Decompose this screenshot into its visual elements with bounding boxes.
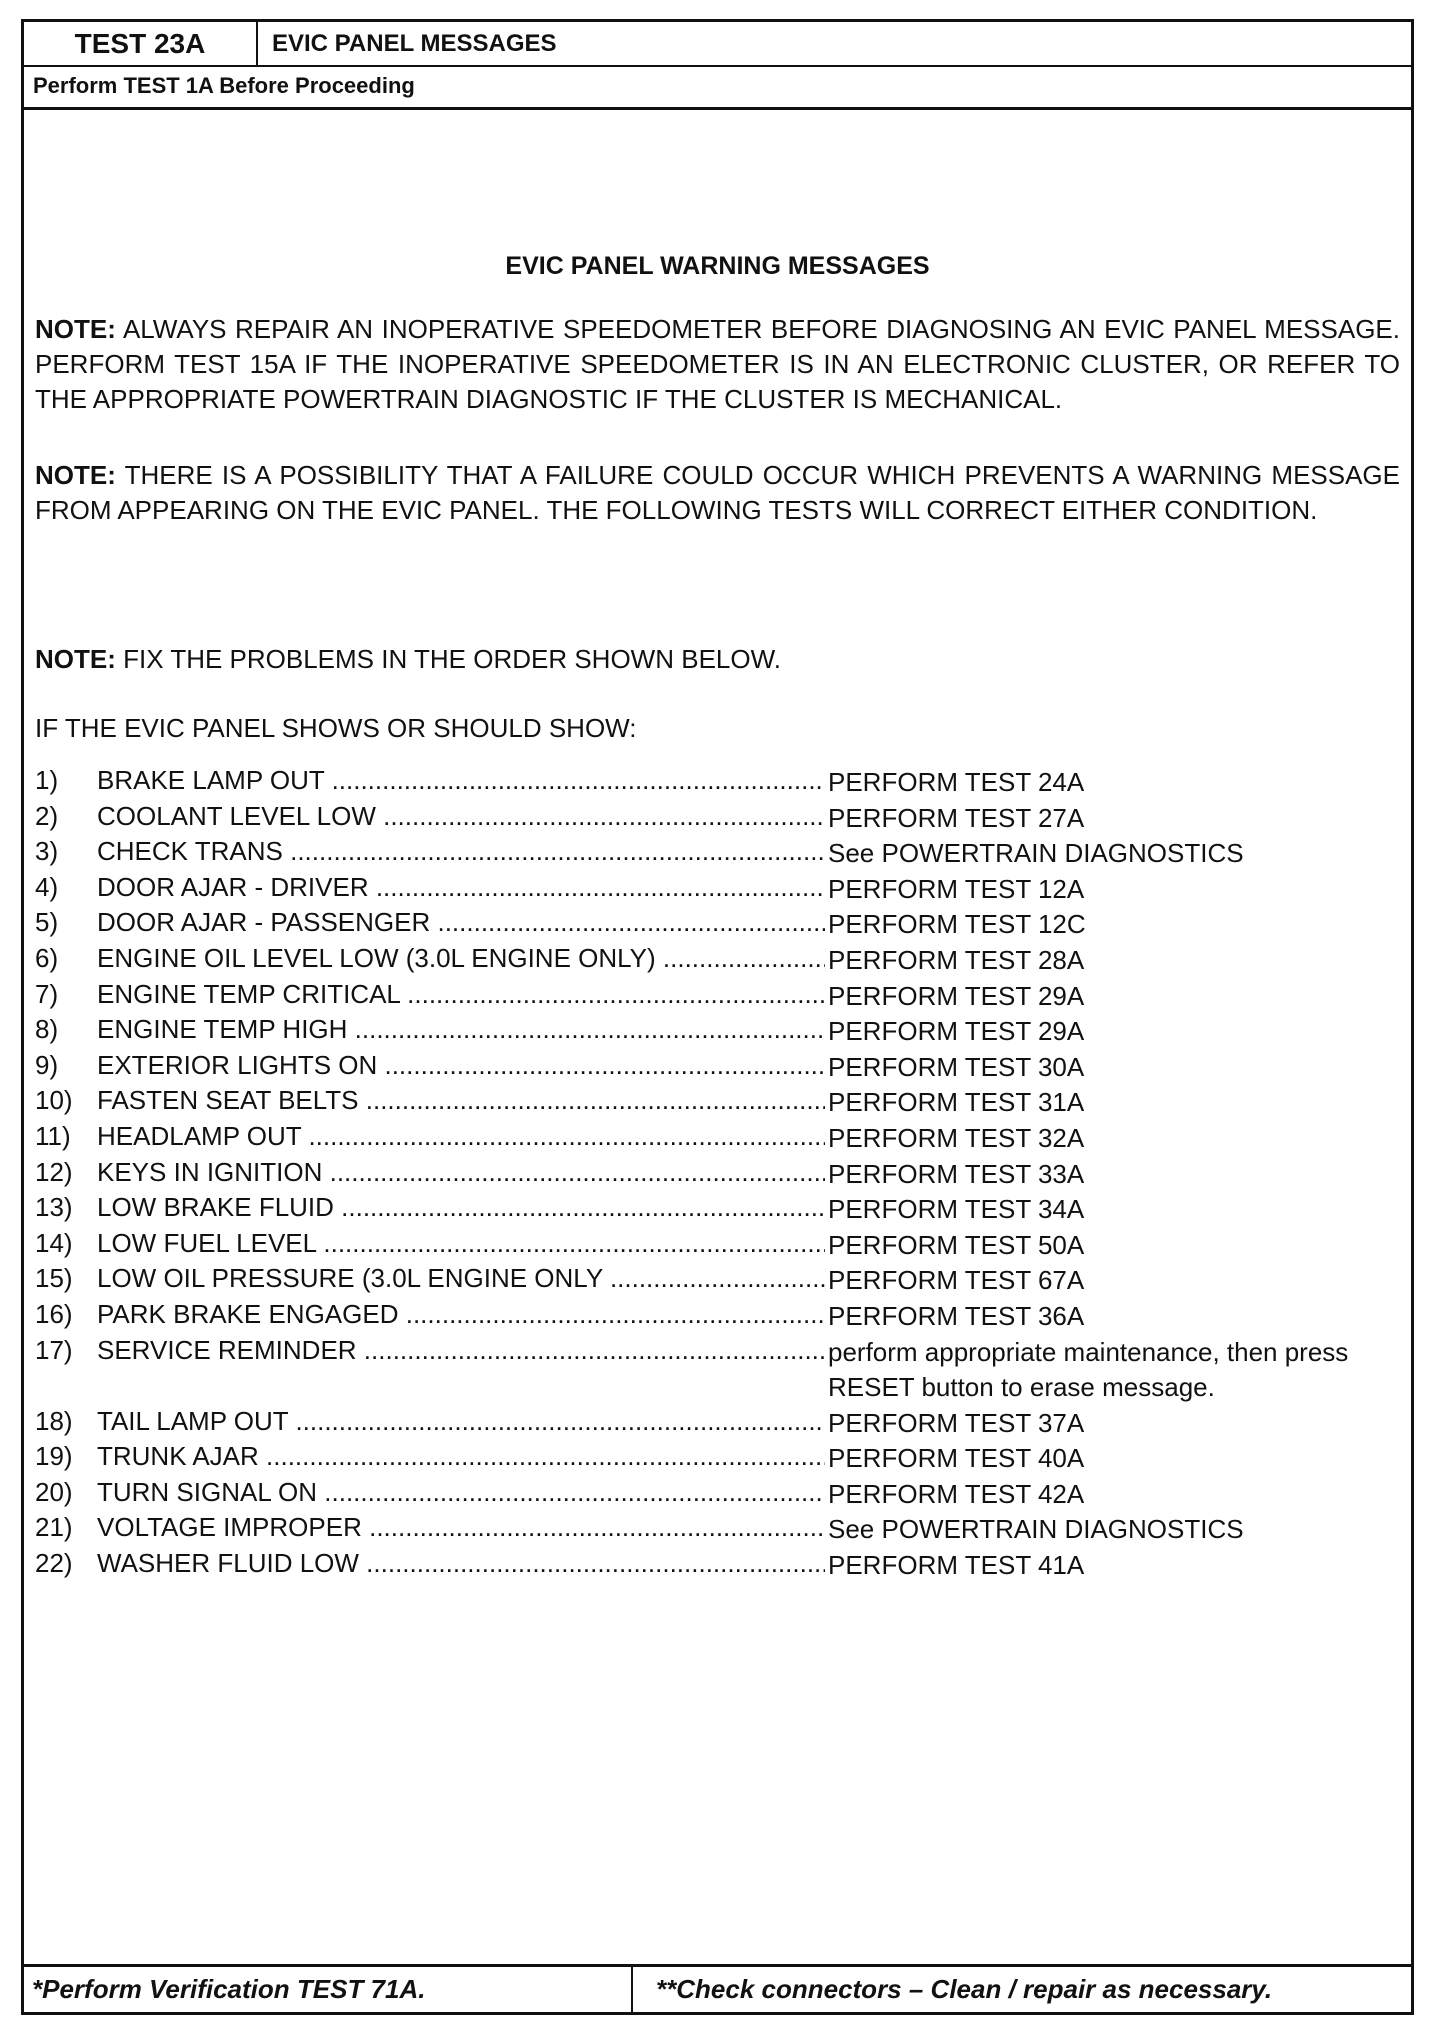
item-action: PERFORM TEST 36A — [828, 1299, 1400, 1335]
list-item — [35, 1512, 1400, 1548]
note-2 — [35, 458, 1400, 528]
item-action: PERFORM TEST 30A — [828, 1050, 1400, 1086]
list-item — [35, 1335, 1400, 1406]
footer-verification-note: *Perform Verification TEST 71A. — [24, 1967, 633, 2012]
note-text: ALWAYS REPAIR AN INOPERATIVE SPEEDOMETER BEFORE DIAGNOSING AN EVIC PANEL MESSAGE. PERFORM TEST 15A IF THE INOPERATIVE SPEEDOMETER IS IN AN ELECTRONIC CLUSTER, OR REFER TO THE APPROPRIATE POWERTRAIN DIAGNOSTIC IF THE CLUSTER IS MECHANICAL. — [35, 314, 1400, 414]
list-item — [35, 836, 1400, 872]
item-number: 14) — [35, 1227, 73, 1258]
note-text: THERE IS A POSSIBILITY THAT A FAILURE COULD OCCUR WHICH PREVENTS A WARNING MESSAGE FROM APPEARING ON THE EVIC PANEL. THE FOLLOWING TESTS WILL CORRECT EITHER CONDITION. — [35, 460, 1400, 525]
item-action: PERFORM TEST 41A — [828, 1548, 1400, 1584]
item-action: perform appropriate maintenance, then press RESET button to erase message. — [828, 1335, 1400, 1406]
list-item — [35, 979, 1400, 1015]
list-item — [35, 943, 1400, 979]
item-number: 13) — [35, 1192, 73, 1223]
list-item — [35, 1263, 1400, 1299]
list-item — [35, 801, 1400, 837]
item-number: 11) — [35, 1120, 71, 1151]
section-title: EVIC PANEL WARNING MESSAGES — [505, 252, 930, 280]
item-action: PERFORM TEST 12A — [828, 872, 1400, 908]
item-action: See POWERTRAIN DIAGNOSTICS — [828, 836, 1400, 872]
item-action: PERFORM TEST 33A — [828, 1157, 1400, 1193]
item-message: TRUNK AJAR ..... — [97, 1441, 825, 1472]
item-number: 19) — [35, 1441, 73, 1472]
item-action: PERFORM TEST 50A — [828, 1228, 1400, 1264]
item-action: PERFORM TEST 40A — [828, 1441, 1400, 1477]
list-lead-in: IF THE EVIC PANEL SHOWS OR SHOULD SHOW: — [35, 713, 637, 743]
item-message: BRAKE LAMP OUT ..... — [97, 765, 825, 796]
item-action: PERFORM TEST 34A — [828, 1192, 1400, 1228]
item-message: COOLANT LEVEL LOW ..... — [97, 801, 825, 832]
list-item — [35, 1548, 1400, 1584]
item-number: 5) — [35, 907, 59, 938]
note-label: NOTE: — [35, 644, 116, 674]
item-message: ENGINE OIL LEVEL LOW (3.0L ENGINE ONLY) ..... — [97, 943, 825, 974]
item-message: DOOR AJAR - DRIVER ..... — [97, 872, 825, 903]
list-item — [35, 1050, 1400, 1086]
note-3 — [35, 642, 1400, 677]
footer-connector-note: **Check connectors – Clean / repair as necessary. — [656, 1974, 1273, 2004]
test-page-frame — [21, 19, 1414, 2015]
item-number: 12) — [35, 1156, 73, 1187]
item-number: 10) — [35, 1085, 73, 1116]
item-message: TURN SIGNAL ON ..... — [97, 1477, 825, 1508]
item-message: FASTEN SEAT BELTS ..... — [97, 1085, 825, 1116]
item-number: 17) — [35, 1334, 73, 1365]
item-number: 2) — [35, 800, 59, 831]
list-item — [35, 1157, 1400, 1193]
list-item — [35, 1121, 1400, 1157]
list-item — [35, 1441, 1400, 1477]
item-number: 20) — [35, 1476, 73, 1507]
item-message: DOOR AJAR - PASSENGER ..... — [97, 907, 825, 938]
item-action: PERFORM TEST 27A — [828, 801, 1400, 837]
item-message: LOW OIL PRESSURE (3.0L ENGINE ONLY ..... — [97, 1263, 825, 1294]
note-label: NOTE: — [35, 460, 116, 490]
item-action: PERFORM TEST 37A — [828, 1406, 1400, 1442]
item-action: PERFORM TEST 32A — [828, 1121, 1400, 1157]
item-number: 1) — [35, 765, 59, 795]
item-action: PERFORM TEST 24A — [828, 765, 1400, 801]
item-number: 21) — [35, 1512, 73, 1543]
header-bar — [24, 22, 1411, 67]
page-title: EVIC PANEL MESSAGES — [272, 30, 557, 57]
item-action: PERFORM TEST 28A — [828, 943, 1400, 979]
note-1 — [35, 312, 1400, 417]
message-list — [35, 765, 1400, 1583]
item-number: 16) — [35, 1298, 73, 1329]
item-action: PERFORM TEST 31A — [828, 1085, 1400, 1121]
item-action: PERFORM TEST 42A — [828, 1477, 1400, 1513]
item-message: VOLTAGE IMPROPER ..... — [97, 1512, 825, 1543]
list-item — [35, 1477, 1400, 1513]
item-action: PERFORM TEST 67A — [828, 1263, 1400, 1299]
list-item — [35, 1192, 1400, 1228]
prerequisite-line: Perform TEST 1A Before Proceeding — [24, 67, 1411, 110]
note-label: NOTE: — [35, 314, 116, 344]
list-item — [35, 1299, 1400, 1335]
item-number: 4) — [35, 871, 59, 902]
list-item — [35, 1406, 1400, 1442]
item-message: ENGINE TEMP CRITICAL ..... — [97, 979, 825, 1010]
item-action: PERFORM TEST 12C — [828, 907, 1400, 943]
item-number: 22) — [35, 1547, 73, 1578]
item-message: PARK BRAKE ENGAGED ..... — [97, 1299, 825, 1330]
note-text: FIX THE PROBLEMS IN THE ORDER SHOWN BELOW. — [115, 644, 781, 674]
item-number: 3) — [35, 836, 59, 867]
item-number: 7) — [35, 978, 59, 1009]
item-number: 9) — [35, 1049, 59, 1080]
footer-bar — [24, 1964, 1411, 2012]
item-message: LOW FUEL LEVEL ..... — [97, 1228, 825, 1259]
list-item — [35, 1228, 1400, 1264]
test-id: TEST 23A — [24, 22, 258, 65]
item-message: SERVICE REMINDER ..... — [97, 1335, 825, 1366]
list-item — [35, 1085, 1400, 1121]
item-message: TAIL LAMP OUT ..... — [97, 1406, 825, 1437]
list-item — [35, 765, 1400, 801]
item-message: CHECK TRANS ..... — [97, 836, 825, 867]
item-message: HEADLAMP OUT ..... — [97, 1121, 825, 1152]
item-message: LOW BRAKE FLUID ..... — [97, 1192, 825, 1223]
list-item — [35, 907, 1400, 943]
item-action: PERFORM TEST 29A — [828, 979, 1400, 1015]
item-number: 18) — [35, 1405, 73, 1436]
item-message: WASHER FLUID LOW ..... — [97, 1548, 825, 1579]
item-message: EXTERIOR LIGHTS ON ..... — [97, 1050, 825, 1081]
item-action: See POWERTRAIN DIAGNOSTICS — [828, 1512, 1400, 1548]
item-message: ENGINE TEMP HIGH ..... — [97, 1014, 825, 1045]
item-number: 6) — [35, 942, 59, 973]
item-number: 8) — [35, 1014, 59, 1045]
item-message: KEYS IN IGNITION ..... — [97, 1157, 825, 1188]
list-item — [35, 872, 1400, 908]
item-number: 15) — [35, 1263, 73, 1294]
item-action: PERFORM TEST 29A — [828, 1014, 1400, 1050]
list-item — [35, 1014, 1400, 1050]
